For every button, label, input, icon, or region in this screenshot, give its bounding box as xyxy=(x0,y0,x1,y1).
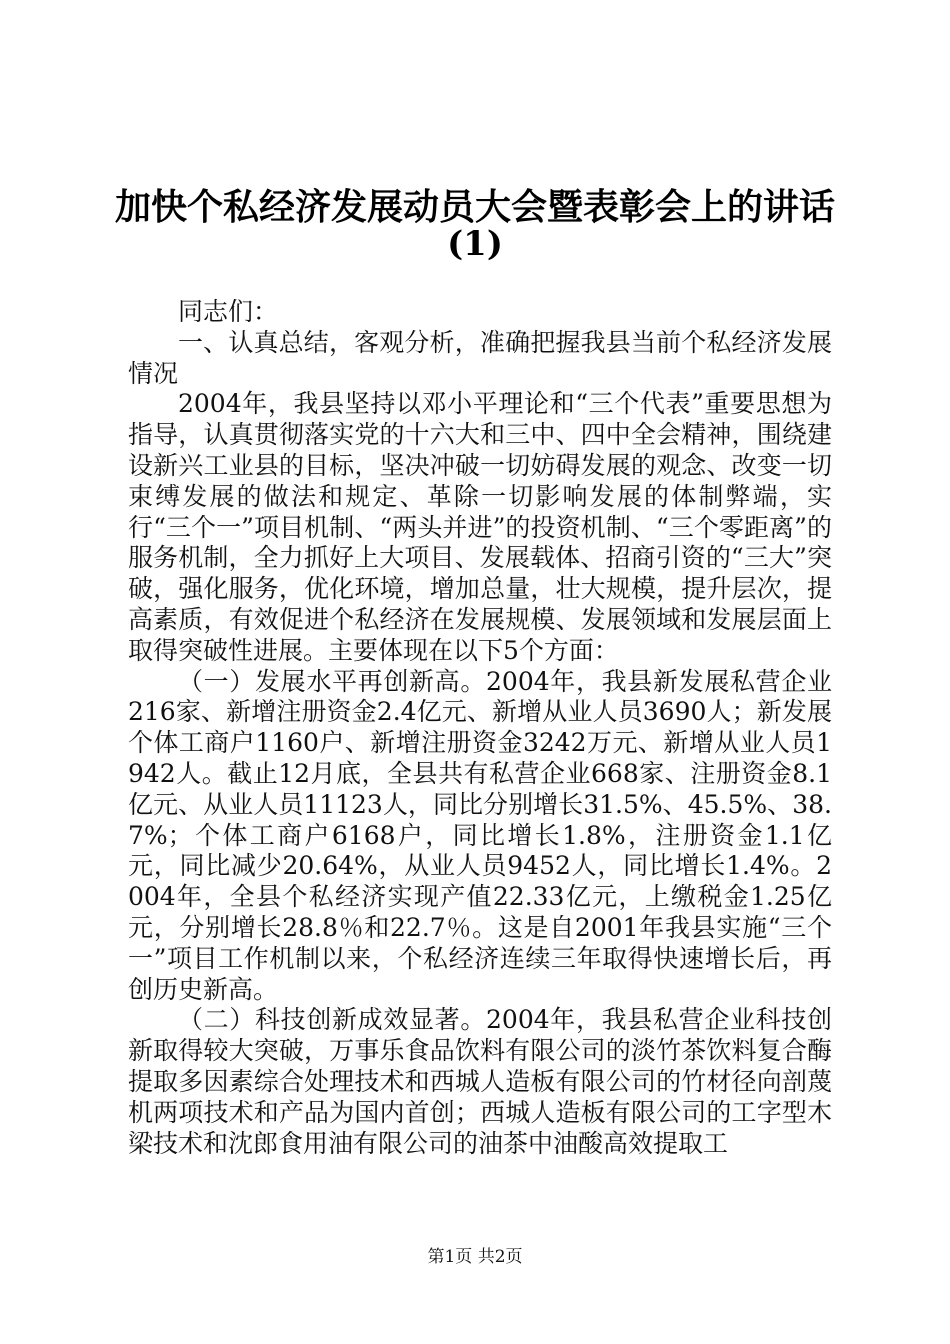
body-paragraph: 2004年，我县坚持以邓小平理论和“三个代表”重要思想为指导，认真贯彻落实党的十六大和三中、四中全会精神，围绕建设新兴工业县的目标，坚决冲破一切妨碍发展的观念、改变一切束缚发展的做法和规定、革除一切影响发展的体制弊端，实行“三个一”项目机制、“两头并进”的投资机制、“三个零距离”的服务机制，全力抓好上大项目、发展载体、招商引资的“三大”突破，强化服务，优化环境，增加总量，壮大规模，提升层次，提高素质，有效促进个私经济在发展规模、发展领域和发展层面上取得突破性进展。主要体现在以下5个方面： xyxy=(128,389,832,665)
document-body xyxy=(128,297,832,1159)
body-paragraph: （二）科技创新成效显著。2004年，我县私营企业科技创新取得较大突破，万事乐食品饮料有限公司的淡竹茶饮料复合酶提取多因素综合处理技术和西城人造板有限公司的竹材径向剖蔑机两项技术和产品为国内首创；西城人造板有限公司的工字型木梁技术和沈郎食用油有限公司的油茶中油酸高效提取工 xyxy=(128,1005,832,1158)
page-number-footer: 第1页 共2页 xyxy=(427,1247,523,1267)
section-heading: 一、认真总结，客观分析，准确把握我县当前个私经济发展情况 xyxy=(128,327,832,388)
document-title: 加快个私经济发展动员大会暨表彰会上的讲话 xyxy=(114,186,835,228)
salutation: 同志们： xyxy=(178,297,279,326)
body-paragraph: （一）发展水平再创新高。2004年，我县新发展私营企业216家、新增注册资金2.4亿元、新增从业人员3690人；新发展个体工商户1160户、新增注册资金3242万元、新增从业人员1942人。截止12月底，全县共有私营企业668家、注册资金8.1亿元、从业人员11123人，同比分别增长31.5%、45.5%、38.7%；个体工商户6168户，同比增长1.8%，注册资金1.1亿元，同比减少20.64%，从业人员9452人，同比增长1.4%。2004年，全县个私经济实现产值22.33亿元，上缴税金1.25亿元，分别增长28.8％和22.7％。这是自2001年我县实施“三个一”项目工作机制以来，个私经济连续三年取得快速增长后，再创历史新高。 xyxy=(128,666,832,1004)
document-title-suffix: (1) xyxy=(447,224,503,264)
